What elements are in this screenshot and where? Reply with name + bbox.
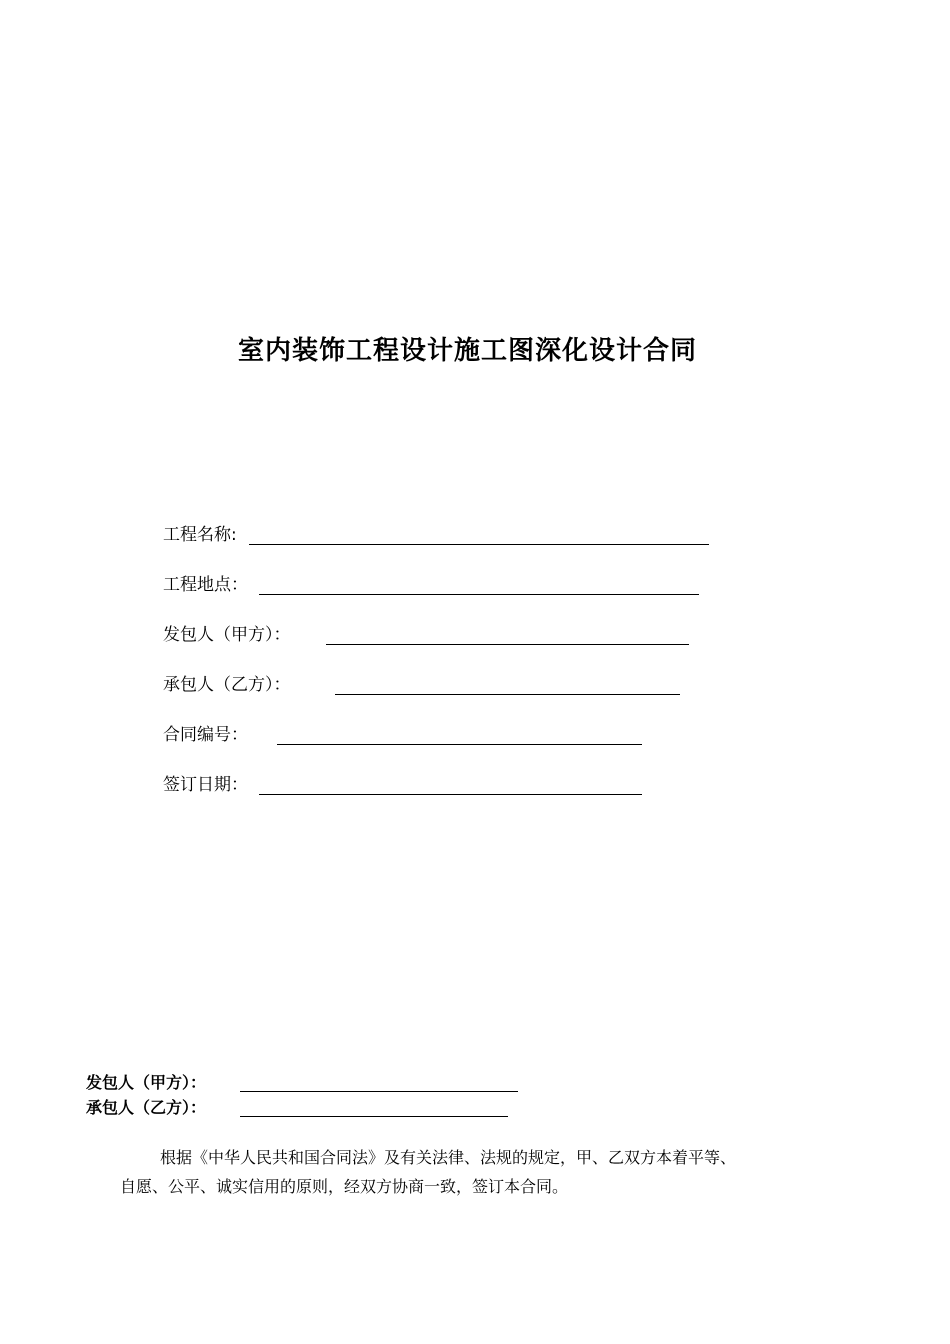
contract-title: 室内装饰工程设计施工图深化设计合同 xyxy=(237,336,697,366)
party-a-row xyxy=(163,624,723,646)
project-location-label: 工程地点： xyxy=(163,575,248,595)
project-name-blank[interactable] xyxy=(249,544,709,545)
signature-party-a-label: 发包人（甲方）： xyxy=(86,1073,207,1092)
signing-date-label: 签订日期： xyxy=(163,775,248,795)
project-name-label: 工程名称: xyxy=(163,525,237,545)
signing-date-blank[interactable] xyxy=(259,794,642,795)
contract-number-row xyxy=(163,724,723,746)
intro-paragraph xyxy=(120,1143,865,1201)
signing-date-row xyxy=(163,774,723,796)
signature-party-a-row xyxy=(86,1072,526,1094)
signature-party-a-blank[interactable] xyxy=(240,1091,518,1092)
signature-party-b-blank[interactable] xyxy=(240,1116,508,1117)
signature-party-b-row xyxy=(86,1097,526,1119)
project-location-row xyxy=(163,574,723,596)
signature-party-b-label: 承包人（乙方）： xyxy=(86,1098,207,1117)
project-location-blank[interactable] xyxy=(259,594,699,595)
party-a-blank[interactable] xyxy=(326,644,689,645)
intro-line-1: 根据《中华人民共和国合同法》及有关法律、法规的规定，甲、乙双方本着平等、 xyxy=(160,1148,737,1167)
contract-number-blank[interactable] xyxy=(277,744,642,745)
party-a-label: 发包人（甲方）： xyxy=(163,625,291,645)
project-name-row xyxy=(163,524,723,546)
party-b-label: 承包人（乙方）： xyxy=(163,675,291,695)
contract-number-label: 合同编号： xyxy=(163,725,248,745)
party-b-blank[interactable] xyxy=(335,694,680,695)
party-b-row xyxy=(163,674,723,696)
intro-line-2: 自愿、公平、诚实信用的原则，经双方协商一致，签订本合同。 xyxy=(120,1177,569,1196)
